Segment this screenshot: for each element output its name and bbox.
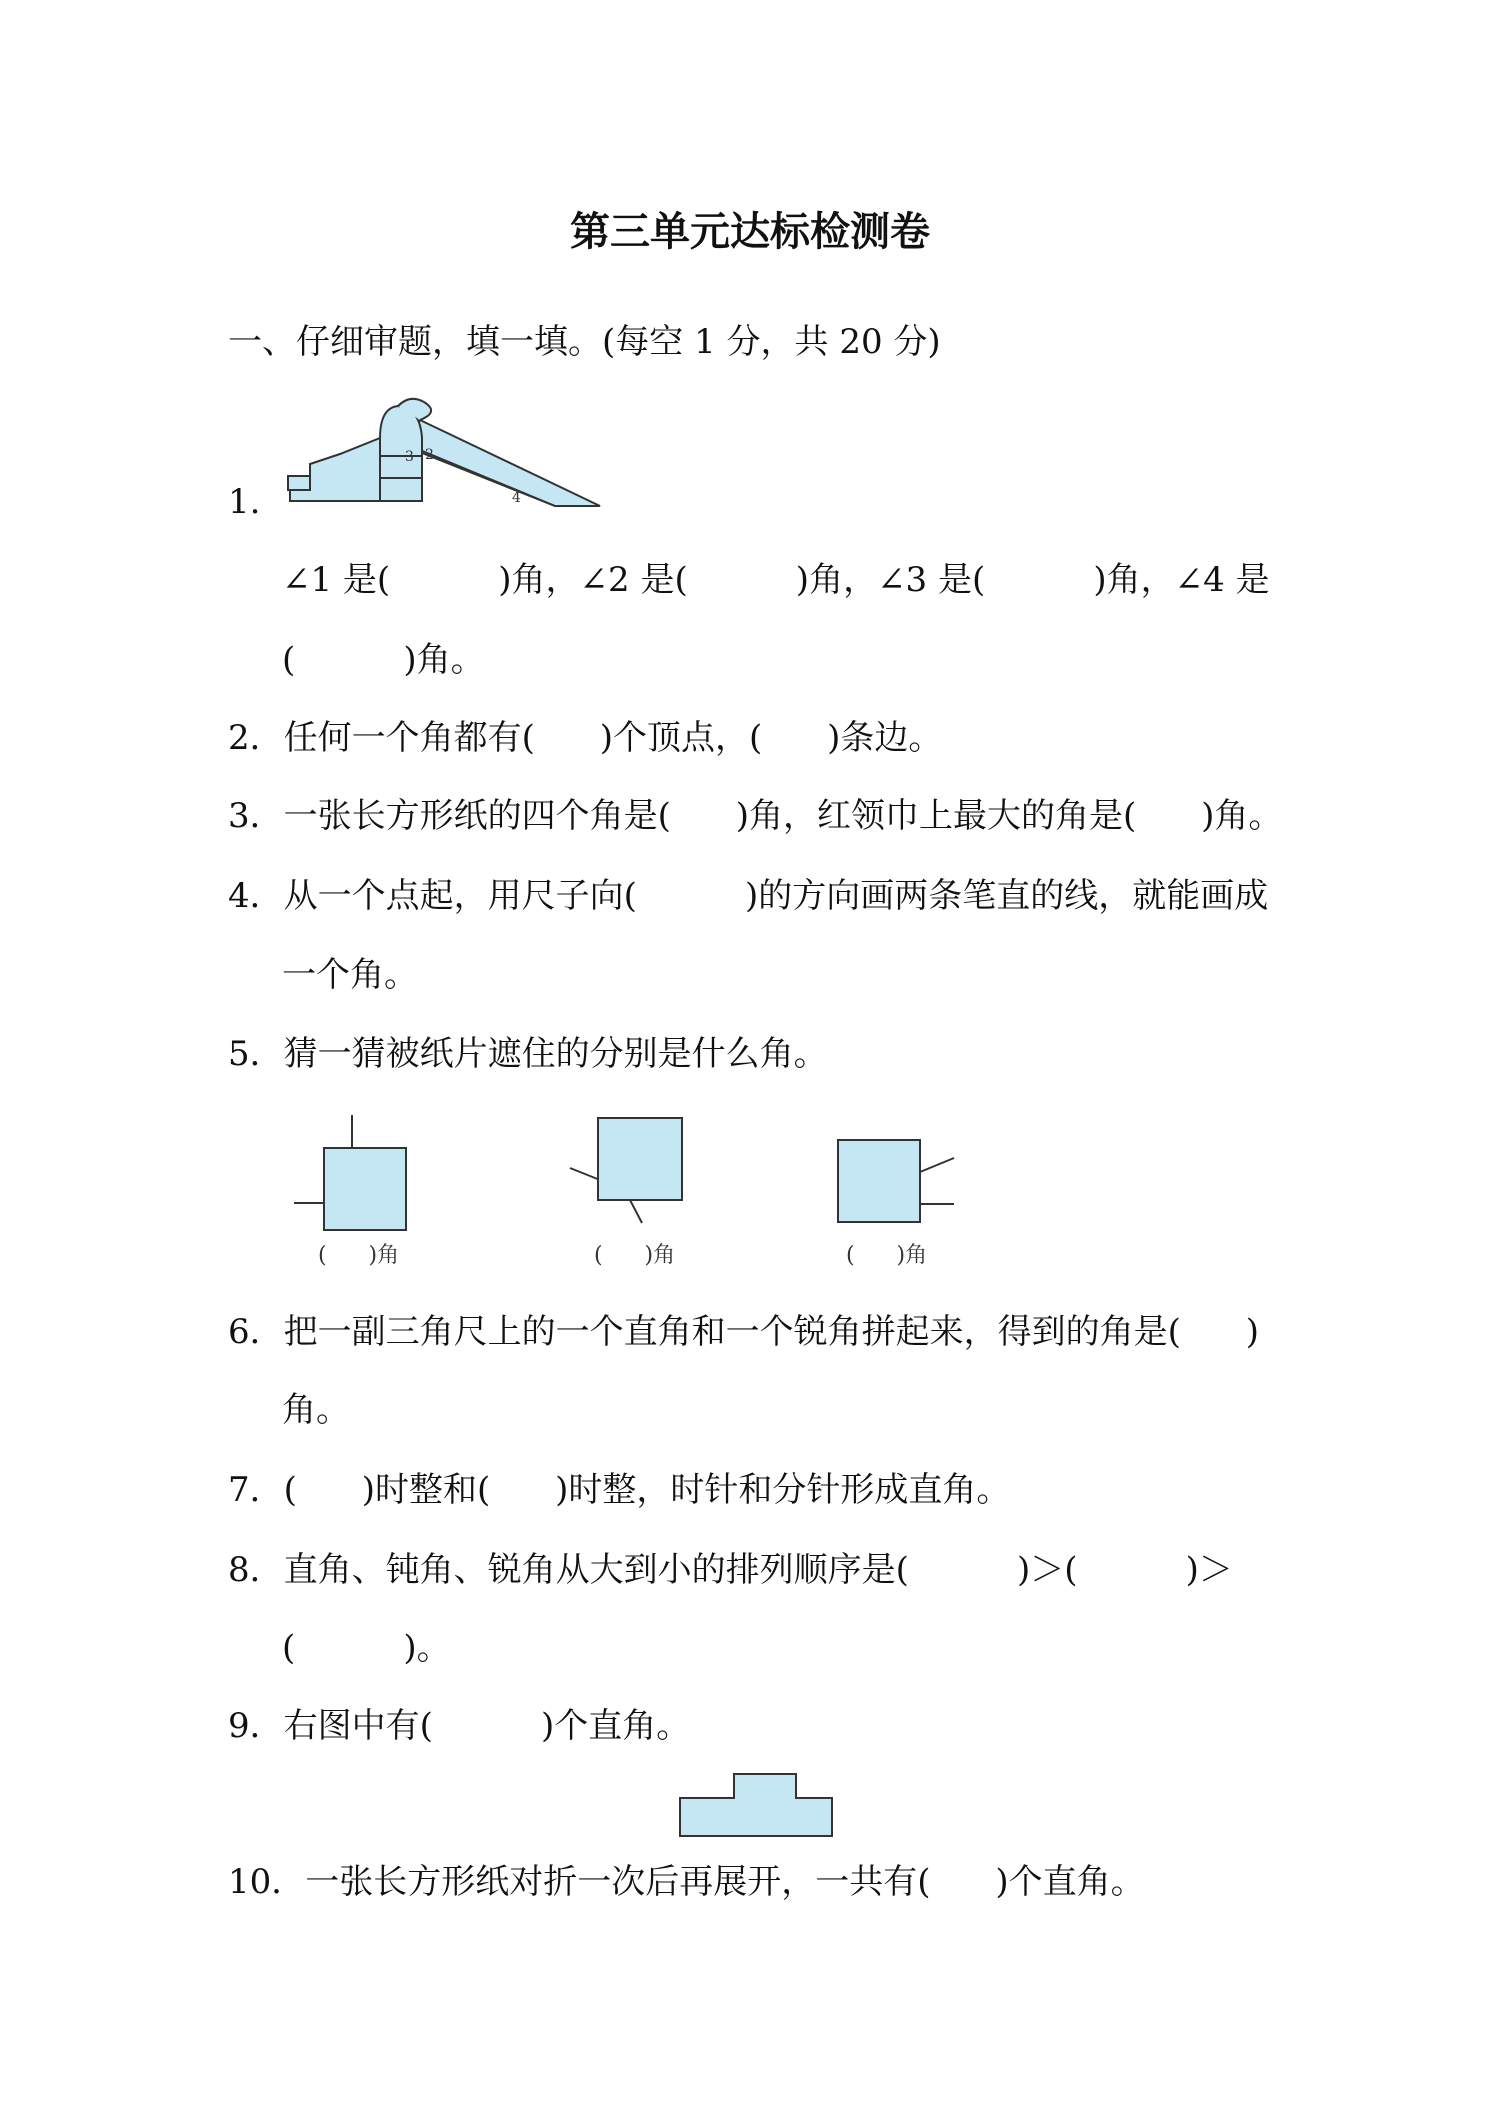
q5-figure-2 <box>570 1118 690 1233</box>
q2-text: 2．任何一个角都有( )个顶点，( )条边。 <box>228 718 943 758</box>
q9-figure <box>678 1772 838 1838</box>
q8-line1: 8．直角、钝角、锐角从大到小的排列顺序是( )＞( )＞ <box>228 1550 1233 1590</box>
q7-text: 7．( )时整和( )时整，时针和分针形成直角。 <box>228 1470 1011 1510</box>
cover-card <box>838 1140 920 1222</box>
page-title: 第三单元达标检测卷 <box>570 209 930 255</box>
q9-text: 9．右图中有( )个直角。 <box>228 1706 691 1746</box>
cover-card <box>598 1118 682 1200</box>
q5-figure-3 <box>838 1140 958 1230</box>
q4-line2: 一个角。 <box>282 955 418 995</box>
slide-chute <box>410 420 600 506</box>
q5-caption-3: ( )角 <box>846 1243 928 1268</box>
angle-label-4: 4 <box>512 490 521 506</box>
q3-text: 3．一张长方形纸的四个角是( )角，红领巾上最大的角是( )角。 <box>228 796 1283 836</box>
slide-figure <box>280 398 610 513</box>
q6-line2: 角。 <box>282 1390 350 1430</box>
slide-tower <box>380 406 422 501</box>
q1-number: 1. <box>228 482 261 522</box>
q5-caption-2: ( )角 <box>594 1243 676 1268</box>
q4-line1: 4．从一个点起，用尺子向( )的方向画两条笔直的线，就能画成 <box>228 876 1269 916</box>
angle-label-2: 2 <box>425 447 434 463</box>
ladder-base <box>288 476 310 490</box>
section-heading: 一、仔细审题，填一填。(每空 1 分，共 20 分) <box>228 322 941 362</box>
q5-caption-1: ( )角 <box>318 1243 400 1268</box>
hidden-angle-ray-left <box>570 1168 600 1180</box>
angle-label-3: 3 <box>405 449 414 465</box>
cover-card <box>324 1148 406 1230</box>
step-shape <box>680 1774 832 1836</box>
q5-figure-1 <box>290 1115 420 1230</box>
q1-line1: ∠1 是( )角，∠2 是( )角，∠3 是( )角，∠4 是 <box>282 560 1270 600</box>
q5-text: 5．猜一猜被纸片遮住的分别是什么角。 <box>228 1034 828 1074</box>
hidden-angle-ray-up <box>920 1158 954 1172</box>
hidden-angle-ray-down <box>630 1200 642 1223</box>
q10-text: 10．一张长方形纸对折一次后再展开，一共有( )个直角。 <box>228 1862 1145 1902</box>
q1-line2: ( )角。 <box>282 640 485 680</box>
q8-line2: ( )。 <box>282 1628 451 1668</box>
q6-line1: 6．把一副三角尺上的一个直角和一个锐角拼起来，得到的角是( ) <box>228 1312 1260 1352</box>
slide-ladder-ramp <box>290 438 380 501</box>
